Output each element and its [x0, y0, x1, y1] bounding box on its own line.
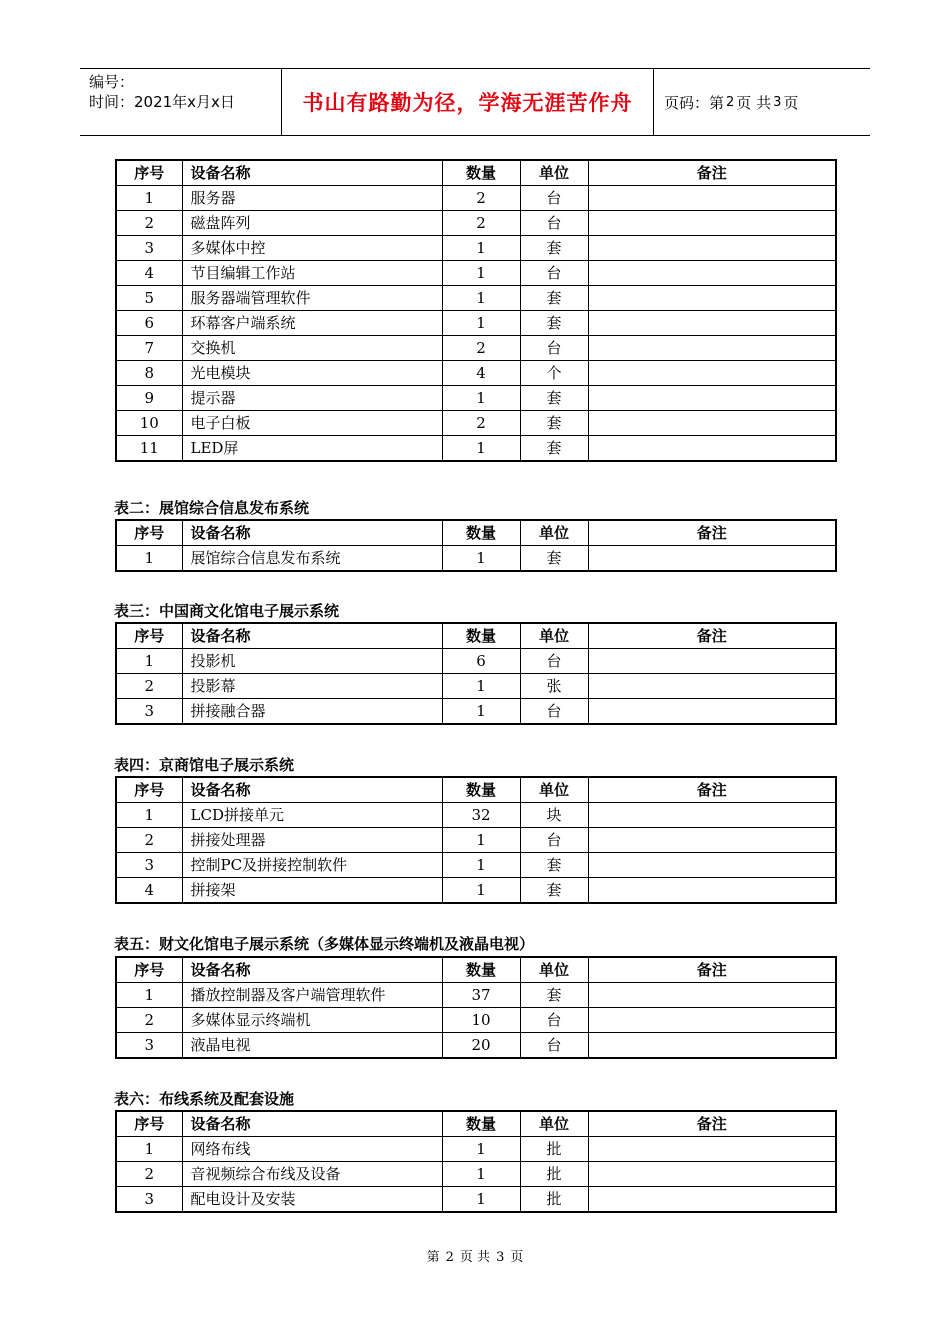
cell-seq: 8 [116, 361, 182, 386]
cell-seq: 3 [116, 699, 182, 725]
cell-seq: 3 [116, 236, 182, 261]
table-row [116, 186, 836, 211]
column-header-note: 备注 [588, 520, 836, 546]
table-2-title: 表二：展馆综合信息发布系统 [114, 499, 310, 517]
column-header-note: 备注 [588, 1111, 836, 1137]
column-header-seq: 序号 [116, 623, 182, 649]
cell-note [588, 699, 836, 725]
equipment-table-1 [115, 159, 837, 462]
table-row [116, 1137, 836, 1162]
cell-unit: 套 [520, 411, 588, 436]
column-header-qty: 数量 [442, 160, 520, 186]
table-row [116, 546, 836, 572]
column-header-unit: 单位 [520, 520, 588, 546]
cell-note [588, 186, 836, 211]
cell-seq: 2 [116, 211, 182, 236]
cell-seq: 7 [116, 336, 182, 361]
cell-name: LED屏 [182, 436, 442, 462]
cell-note [588, 386, 836, 411]
cell-qty: 10 [442, 1008, 520, 1033]
cell-qty: 2 [442, 186, 520, 211]
cell-note [588, 1137, 836, 1162]
column-header-name: 设备名称 [182, 777, 442, 803]
column-header-name: 设备名称 [182, 520, 442, 546]
column-header-note: 备注 [588, 160, 836, 186]
cell-note [588, 1187, 836, 1213]
cell-name: 交换机 [182, 336, 442, 361]
table-header-row [116, 160, 836, 186]
cell-note [588, 411, 836, 436]
table-row [116, 386, 836, 411]
cell-qty: 2 [442, 411, 520, 436]
cell-unit: 套 [520, 853, 588, 878]
cell-qty: 1 [442, 386, 520, 411]
cell-note [588, 674, 836, 699]
header-page-number [654, 69, 870, 135]
cell-name: 多媒体中控 [182, 236, 442, 261]
table-row [116, 411, 836, 436]
table-row [116, 1187, 836, 1213]
cell-name: 拼接架 [182, 878, 442, 904]
cell-name: 光电模块 [182, 361, 442, 386]
page-prefix: 页码：第 [664, 93, 725, 112]
equipment-table-3 [115, 622, 837, 725]
table-row [116, 828, 836, 853]
cell-qty: 2 [442, 336, 520, 361]
table-5-title: 表五：财文化馆电子展示系统（多媒体显示终端机及液晶电视） [114, 935, 535, 953]
equipment-table-2 [115, 519, 837, 572]
cell-name: 提示器 [182, 386, 442, 411]
cell-name: 环幕客户端系统 [182, 311, 442, 336]
cell-name: 控制PC及拼接控制软件 [182, 853, 442, 878]
page-total: 3 [773, 94, 782, 110]
cell-name: 播放控制器及客户端管理软件 [182, 983, 442, 1008]
table-row [116, 853, 836, 878]
cell-seq: 1 [116, 983, 182, 1008]
cell-name: 投影机 [182, 649, 442, 674]
cell-unit: 张 [520, 674, 588, 699]
table-row [116, 983, 836, 1008]
cell-unit: 套 [520, 546, 588, 572]
cell-unit: 套 [520, 236, 588, 261]
cell-qty: 6 [442, 649, 520, 674]
footer-total: 3 [496, 1250, 505, 1265]
column-header-unit: 单位 [520, 623, 588, 649]
cell-qty: 20 [442, 1033, 520, 1059]
cell-note [588, 803, 836, 828]
cell-unit: 套 [520, 983, 588, 1008]
table-header-row [116, 1111, 836, 1137]
table-row [116, 436, 836, 462]
cell-unit: 台 [520, 211, 588, 236]
table-row [116, 699, 836, 725]
cell-unit: 台 [520, 649, 588, 674]
cell-qty: 1 [442, 699, 520, 725]
page-suffix: 页 [783, 93, 799, 112]
column-header-note: 备注 [588, 623, 836, 649]
cell-seq: 5 [116, 286, 182, 311]
cell-seq: 2 [116, 1162, 182, 1187]
table-3-title: 表三：中国商文化馆电子展示系统 [114, 602, 340, 620]
cell-unit: 台 [520, 1008, 588, 1033]
page-current: 2 [726, 94, 735, 110]
cell-qty: 1 [442, 286, 520, 311]
column-header-unit: 单位 [520, 1111, 588, 1137]
cell-note [588, 983, 836, 1008]
cell-seq: 3 [116, 853, 182, 878]
cell-name: 服务器端管理软件 [182, 286, 442, 311]
cell-note [588, 1008, 836, 1033]
cell-note [588, 211, 836, 236]
column-header-qty: 数量 [442, 777, 520, 803]
cell-qty: 1 [442, 546, 520, 572]
cell-qty: 37 [442, 983, 520, 1008]
cell-name: 投影幕 [182, 674, 442, 699]
cell-seq: 9 [116, 386, 182, 411]
cell-unit: 台 [520, 186, 588, 211]
cell-note [588, 236, 836, 261]
page-header [80, 68, 870, 136]
table-header-row [116, 520, 836, 546]
cell-seq: 2 [116, 674, 182, 699]
cell-name: 液晶电视 [182, 1033, 442, 1059]
cell-seq: 3 [116, 1187, 182, 1213]
cell-name: LCD拼接单元 [182, 803, 442, 828]
footer-prefix: 第 [426, 1250, 440, 1265]
cell-unit: 批 [520, 1162, 588, 1187]
cell-seq: 6 [116, 311, 182, 336]
cell-unit: 批 [520, 1187, 588, 1213]
column-header-unit: 单位 [520, 777, 588, 803]
table-row [116, 311, 836, 336]
cell-unit: 批 [520, 1137, 588, 1162]
equipment-table-4 [115, 776, 837, 904]
cell-unit: 套 [520, 311, 588, 336]
cell-note [588, 649, 836, 674]
column-header-qty: 数量 [442, 520, 520, 546]
cell-unit: 块 [520, 803, 588, 828]
cell-qty: 1 [442, 828, 520, 853]
column-header-qty: 数量 [442, 1111, 520, 1137]
column-header-name: 设备名称 [182, 957, 442, 983]
number-label: 编号： [89, 73, 135, 91]
cell-unit: 套 [520, 436, 588, 462]
table-row [116, 261, 836, 286]
cell-seq: 1 [116, 546, 182, 572]
cell-unit: 台 [520, 1033, 588, 1059]
cell-note [588, 261, 836, 286]
page-mid: 页 共 [736, 93, 772, 112]
column-header-seq: 序号 [116, 1111, 182, 1137]
column-header-name: 设备名称 [182, 623, 442, 649]
cell-seq: 2 [116, 828, 182, 853]
table-row [116, 1162, 836, 1187]
cell-name: 音视频综合布线及设备 [182, 1162, 442, 1187]
cell-name: 配电设计及安装 [182, 1187, 442, 1213]
cell-seq: 1 [116, 803, 182, 828]
cell-seq: 3 [116, 1033, 182, 1059]
column-header-name: 设备名称 [182, 1111, 442, 1137]
footer-mid: 页 共 [459, 1250, 491, 1265]
cell-name: 网络布线 [182, 1137, 442, 1162]
table-row [116, 336, 836, 361]
table-row [116, 803, 836, 828]
table-row [116, 361, 836, 386]
column-header-seq: 序号 [116, 160, 182, 186]
cell-seq: 1 [116, 186, 182, 211]
table-row [116, 1008, 836, 1033]
column-header-note: 备注 [588, 777, 836, 803]
cell-qty: 1 [442, 674, 520, 699]
cell-name: 磁盘阵列 [182, 211, 442, 236]
cell-qty: 1 [442, 236, 520, 261]
cell-note [588, 878, 836, 904]
cell-note [588, 1162, 836, 1187]
cell-unit: 套 [520, 878, 588, 904]
cell-seq: 4 [116, 261, 182, 286]
cell-seq: 1 [116, 649, 182, 674]
cell-name: 服务器 [182, 186, 442, 211]
cell-qty: 1 [442, 261, 520, 286]
table-row [116, 236, 836, 261]
table-row [116, 286, 836, 311]
cell-qty: 1 [442, 1187, 520, 1213]
cell-qty: 1 [442, 1162, 520, 1187]
time-label: 时间：2021年x月x日 [89, 93, 235, 111]
page-footer [0, 1246, 950, 1265]
cell-qty: 1 [442, 1137, 520, 1162]
cell-qty: 32 [442, 803, 520, 828]
cell-qty: 1 [442, 436, 520, 462]
cell-note [588, 853, 836, 878]
cell-note [588, 1033, 836, 1059]
cell-unit: 台 [520, 699, 588, 725]
table-header-row [116, 777, 836, 803]
cell-note [588, 828, 836, 853]
cell-name: 拼接处理器 [182, 828, 442, 853]
cell-seq: 1 [116, 1137, 182, 1162]
cell-seq: 10 [116, 411, 182, 436]
cell-seq: 2 [116, 1008, 182, 1033]
column-header-unit: 单位 [520, 957, 588, 983]
column-header-name: 设备名称 [182, 160, 442, 186]
cell-seq: 11 [116, 436, 182, 462]
table-row [116, 649, 836, 674]
cell-name: 拼接融合器 [182, 699, 442, 725]
column-header-note: 备注 [588, 957, 836, 983]
column-header-seq: 序号 [116, 520, 182, 546]
cell-name: 电子白板 [182, 411, 442, 436]
table-row [116, 878, 836, 904]
table-header-row [116, 957, 836, 983]
column-header-unit: 单位 [520, 160, 588, 186]
table-header-row [116, 623, 836, 649]
footer-current: 2 [445, 1250, 454, 1265]
table-6-title: 表六：布线系统及配套设施 [114, 1090, 295, 1108]
column-header-qty: 数量 [442, 623, 520, 649]
cell-unit: 套 [520, 286, 588, 311]
cell-note [588, 361, 836, 386]
cell-qty: 2 [442, 211, 520, 236]
table-row [116, 1033, 836, 1059]
header-motto: 书山有路勤为径，学海无涯苦作舟 [282, 69, 654, 135]
cell-unit: 台 [520, 828, 588, 853]
cell-qty: 4 [442, 361, 520, 386]
header-meta [80, 69, 282, 135]
cell-name: 节目编辑工作站 [182, 261, 442, 286]
cell-qty: 1 [442, 853, 520, 878]
cell-note [588, 436, 836, 462]
table-4-title: 表四：京商馆电子展示系统 [114, 756, 295, 774]
equipment-table-6 [115, 1110, 837, 1213]
cell-unit: 台 [520, 261, 588, 286]
table-row [116, 674, 836, 699]
cell-note [588, 286, 836, 311]
cell-note [588, 311, 836, 336]
table-row [116, 211, 836, 236]
cell-unit: 台 [520, 336, 588, 361]
cell-seq: 4 [116, 878, 182, 904]
equipment-table-5 [115, 956, 837, 1059]
cell-unit: 个 [520, 361, 588, 386]
cell-note [588, 336, 836, 361]
column-header-seq: 序号 [116, 957, 182, 983]
cell-name: 展馆综合信息发布系统 [182, 546, 442, 572]
column-header-seq: 序号 [116, 777, 182, 803]
footer-suffix: 页 [510, 1250, 524, 1265]
cell-name: 多媒体显示终端机 [182, 1008, 442, 1033]
cell-qty: 1 [442, 311, 520, 336]
cell-qty: 1 [442, 878, 520, 904]
cell-unit: 套 [520, 386, 588, 411]
cell-note [588, 546, 836, 572]
column-header-qty: 数量 [442, 957, 520, 983]
